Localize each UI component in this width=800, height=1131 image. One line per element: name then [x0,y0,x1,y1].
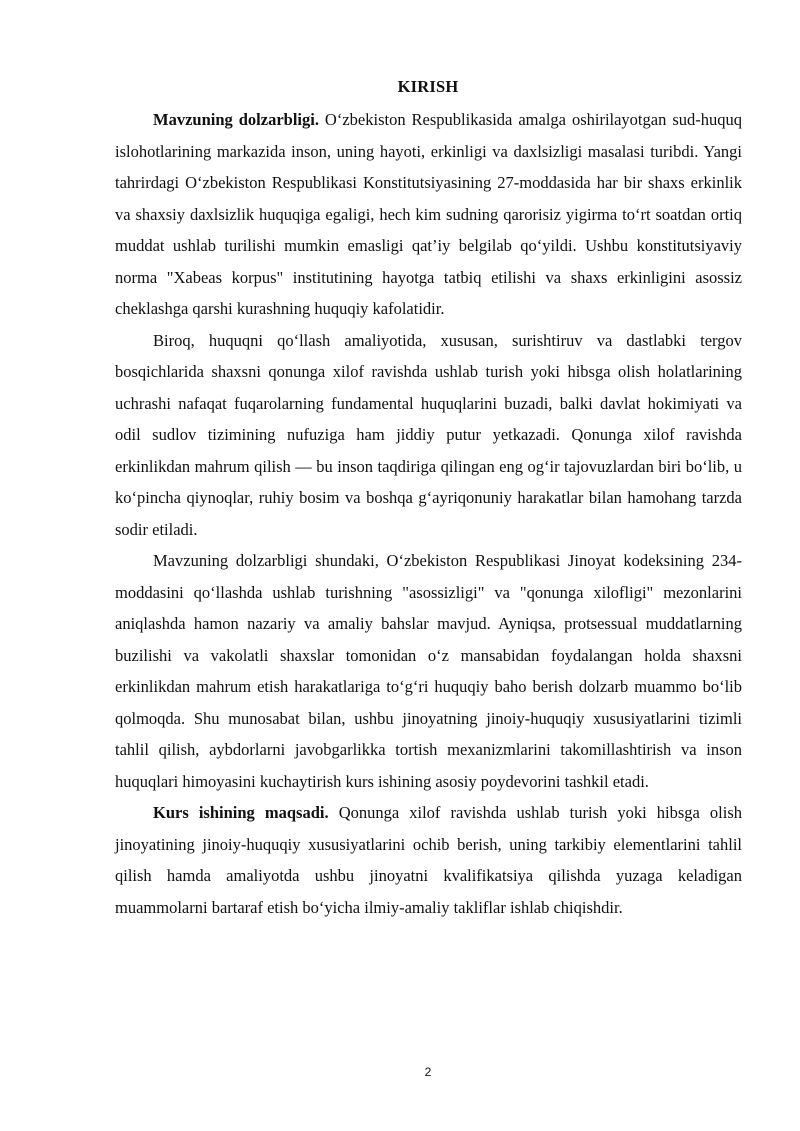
paragraph-text: Qonunga xilof ravishda ushlab turish yoki hibsga olish jinoyatining jinoiy-huquqiy xususiyatlarini ochib berish, uning tarkibiy elementlarini tahlil qilish hamda amaliyotda ushbu jinoyatni kvalifikatsiya qilishda yuzaga keladigan muammolarni bartaraf etish bo‘yicha ilmiy-amaliy takliflar ishlab chiqishdir. [115,803,742,917]
paragraph-lead: Kurs ishining maqsadi. [153,803,329,822]
paragraph-practice [115,325,742,546]
document-body [115,104,742,923]
paragraph-text: Mavzuning dolzarbligi shundaki, O‘zbekiston Respublikasi Jinoyat kodeksining 234-moddasini qo‘llashda ushlab turishning "asossizligi" va "qonunga xilofligi" mezonlarini aniqlashda hamon nazariy va amaliy bahslar mavjud. Ayniqsa, protsessual muddatlarning buzilishi va vakolatli shaxslar tomonidan o‘z mansabidan foydalangan holda shaxsni erkinlikdan mahrum etish harakatlariga to‘g‘ri huquqiy baho berish dolzarb muammo bo‘lib qolmoqda. Shu munosabat bilan, ushbu jinoyatning jinoiy-huquqiy xususiyatlarini tizimli tahlil qilish, aybdorlarni javobgarlikka tortish mexanizmlarini takomillashtirish va inson huquqlari himoyasini kuchaytirish kurs ishining asosiy poydevorini tashkil etadi. [115,551,742,791]
paragraph-lead: Mavzuning dolzarbligi. [153,110,319,129]
paragraph-text: O‘zbekiston Respublikasida amalga oshirilayotgan sud-huquq islohotlarining markazida inson, uning hayoti, erkinligi va daxlsizligi masalasi turibdi. Yangi tahrirdagi O‘zbekiston Respublikasi Konstitutsiyasining 27-moddasida har bir shaxs erkinlik va shaxsiy daxlsizlik huquqiga egaligi, hech kim sudning qarorisiz yigirma to‘rt soatdan ortiq muddat ushlab turilishi mumkin emasligi qat’iy belgilab qo‘yildi. Ushbu konstitutsiyaviy norma "Xabeas korpus" institutining hayotga tatbiq etilishi va shaxs erkinligini asossiz cheklashga qarshi kurashning huquqiy kafolatidir. [115,110,742,318]
paragraph-text: Biroq, huquqni qo‘llash amaliyotida, xususan, surishtiruv va dastlabki tergov bosqichlarida shaxsni qonunga xilof ravishda ushlab turish yoki hibsga olish holatlarining uchrashi nafaqat fuqarolarning fundamental huquqlarini buzadi, balki davlat hokimiyati va odil sudlov tizimining nufuziga ham jiddiy putur yetkazadi. Qonunga xilof ravishda erkinlikdan mahrum qilish — bu inson taqdiriga qilingan eng og‘ir tajovuzlardan biri bo‘lib, u ko‘pincha qiynoqlar, ruhiy bosim va boshqa g‘ayriqonuniy harakatlar bilan hamohang tarzda sodir etiladi. [115,330,742,539]
paragraph-relevance-detail [115,545,742,797]
page-number: 2 [424,1065,432,1079]
paragraph-goal [115,797,742,923]
section-title: KIRISH [397,77,459,96]
paragraph-relevance [115,104,742,325]
